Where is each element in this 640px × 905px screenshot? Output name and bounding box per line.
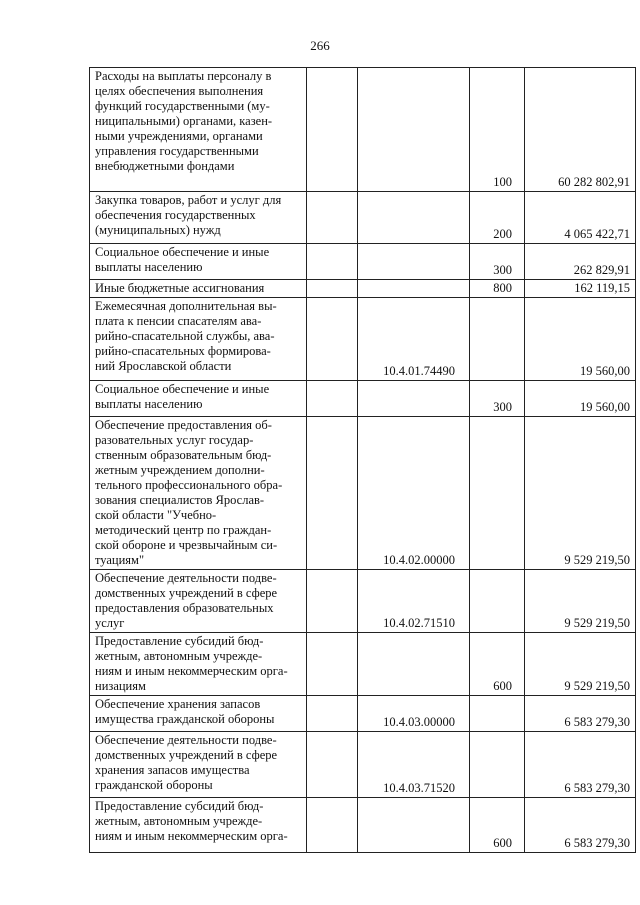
row-empty-cell [307, 192, 358, 244]
row-name-line: разовательных услуг государ- [95, 433, 254, 447]
row-code-cell: 10.4.03.71520 [358, 732, 470, 798]
row-empty-cell [307, 298, 358, 381]
row-code-cell [358, 280, 470, 298]
row-empty-cell [307, 696, 358, 732]
table-row [90, 298, 636, 381]
table-row [90, 570, 636, 633]
row-name-cell [90, 68, 307, 192]
table-row [90, 244, 636, 280]
row-name-line: управления государственными [95, 144, 259, 158]
row-name-line: рийно-спасательных формирова- [95, 344, 271, 358]
row-name-line: Иные бюджетные ассигнования [95, 281, 265, 295]
row-name-cell [90, 570, 307, 633]
row-expense-type-cell [470, 298, 525, 381]
table-row [90, 68, 636, 192]
row-sum-cell: 9 529 219,50 [525, 417, 636, 570]
row-name-cell [90, 298, 307, 381]
row-name-line: хранения запасов имущества [95, 763, 250, 777]
row-empty-cell [307, 280, 358, 298]
row-name-line: жетным, автономным учрежде- [95, 649, 263, 663]
row-name-cell [90, 417, 307, 570]
row-expense-type-cell: 200 [470, 192, 525, 244]
row-code-cell [358, 192, 470, 244]
row-name-line: ний Ярославской области [95, 359, 232, 373]
row-name-line: предоставления образовательных [95, 601, 274, 615]
row-expense-type-cell [470, 417, 525, 570]
row-code-cell [358, 798, 470, 853]
row-name-line: выплаты населению [95, 260, 203, 274]
row-name-line: методический центр по граждан- [95, 523, 272, 537]
row-empty-cell [307, 417, 358, 570]
row-name-line: домственных учреждений в сфере [95, 748, 278, 762]
row-expense-type-cell [470, 696, 525, 732]
row-name-line: гражданской обороны [95, 778, 213, 792]
row-empty-cell [307, 798, 358, 853]
row-name-line: Ежемесячная дополнительная вы- [95, 299, 277, 313]
row-name-line: целях обеспечения выполнения [95, 84, 264, 98]
row-name-line: обеспечения государственных [95, 208, 256, 222]
row-code-cell [358, 68, 470, 192]
row-name-line: (муниципальных) нужд [95, 223, 221, 237]
row-name-line: Социальное обеспечение и иные [95, 245, 270, 259]
table-row [90, 633, 636, 696]
row-name-line: жетным, автономным учрежде- [95, 814, 263, 828]
table-row [90, 417, 636, 570]
table-row [90, 381, 636, 417]
row-expense-type-cell [470, 570, 525, 633]
row-expense-type-cell: 600 [470, 633, 525, 696]
row-name-line: Обеспечение предоставления об- [95, 418, 272, 432]
row-name-line: жетным учреждением дополни- [95, 463, 265, 477]
row-name-line: ской обороне и чрезвычайным си- [95, 538, 278, 552]
row-name-line: плата к пенсии спасателям ава- [95, 314, 262, 328]
page-number: 266 [310, 38, 330, 53]
row-code-cell: 10.4.01.74490 [358, 298, 470, 381]
budget-table-body [90, 68, 636, 853]
row-name-line: ственным образовательным бюд- [95, 448, 272, 462]
row-name-line: ными учреждениями, органами [95, 129, 263, 143]
row-name-line: Расходы на выплаты персоналу в [95, 69, 272, 83]
row-name-line: зования специалистов Ярослав- [95, 493, 265, 507]
row-name-line: Предоставление субсидий бюд- [95, 634, 264, 648]
row-name-line: Обеспечение деятельности подве- [95, 733, 277, 747]
row-name-cell [90, 732, 307, 798]
row-name-line: домственных учреждений в сфере [95, 586, 278, 600]
row-name-line: внебюджетными фондами [95, 159, 235, 173]
row-code-cell [358, 244, 470, 280]
row-name-cell [90, 381, 307, 417]
row-name-line: рийно-спасательной службы, ава- [95, 329, 275, 343]
table-row [90, 192, 636, 244]
row-name-line: ниям и иным некоммерческим орга- [95, 829, 288, 843]
row-sum-cell: 9 529 219,50 [525, 570, 636, 633]
row-name-line: выплаты населению [95, 397, 203, 411]
row-name-line: функций государственными (му- [95, 99, 270, 113]
row-name-line: Обеспечение деятельности подве- [95, 571, 277, 585]
row-name-cell [90, 633, 307, 696]
row-name-cell [90, 280, 307, 298]
row-expense-type-cell: 800 [470, 280, 525, 298]
row-expense-type-cell [470, 732, 525, 798]
row-empty-cell [307, 570, 358, 633]
row-expense-type-cell: 300 [470, 381, 525, 417]
row-sum-cell: 6 583 279,30 [525, 732, 636, 798]
row-empty-cell [307, 381, 358, 417]
table-row [90, 696, 636, 732]
row-name-line: низациям [95, 679, 146, 693]
row-name-line: Закупка товаров, работ и услуг для [95, 193, 282, 207]
table-row [90, 732, 636, 798]
budget-table [89, 67, 636, 853]
row-name-line: туациям" [95, 553, 145, 567]
row-sum-cell: 4 065 422,71 [525, 192, 636, 244]
row-name-line: Социальное обеспечение и иные [95, 382, 270, 396]
row-code-cell [358, 381, 470, 417]
row-name-cell [90, 244, 307, 280]
row-empty-cell [307, 633, 358, 696]
row-name-line: тельного профессионального обра- [95, 478, 283, 492]
row-sum-cell: 6 583 279,30 [525, 798, 636, 853]
table-row [90, 798, 636, 853]
row-expense-type-cell: 600 [470, 798, 525, 853]
row-name-line: имущества гражданской обороны [95, 712, 275, 726]
row-empty-cell [307, 732, 358, 798]
table-row [90, 280, 636, 298]
row-name-line: ниям и иным некоммерческим орга- [95, 664, 288, 678]
row-name-line: Предоставление субсидий бюд- [95, 799, 264, 813]
row-name-cell [90, 696, 307, 732]
row-empty-cell [307, 244, 358, 280]
row-sum-cell: 9 529 219,50 [525, 633, 636, 696]
row-expense-type-cell: 300 [470, 244, 525, 280]
row-name-line: Обеспечение хранения запасов [95, 697, 261, 711]
row-sum-cell: 6 583 279,30 [525, 696, 636, 732]
row-expense-type-cell: 100 [470, 68, 525, 192]
row-name-line: услуг [95, 616, 125, 630]
row-code-cell: 10.4.03.00000 [358, 696, 470, 732]
row-sum-cell: 19 560,00 [525, 298, 636, 381]
row-sum-cell: 60 282 802,91 [525, 68, 636, 192]
row-sum-cell: 262 829,91 [525, 244, 636, 280]
row-name-line: ской области "Учебно- [95, 508, 217, 522]
row-name-line: ниципальными) органами, казен- [95, 114, 273, 128]
row-sum-cell: 19 560,00 [525, 381, 636, 417]
row-code-cell: 10.4.02.00000 [358, 417, 470, 570]
row-sum-cell: 162 119,15 [525, 280, 636, 298]
row-name-cell [90, 798, 307, 853]
row-code-cell: 10.4.02.71510 [358, 570, 470, 633]
row-name-cell [90, 192, 307, 244]
row-code-cell [358, 633, 470, 696]
row-empty-cell [307, 68, 358, 192]
